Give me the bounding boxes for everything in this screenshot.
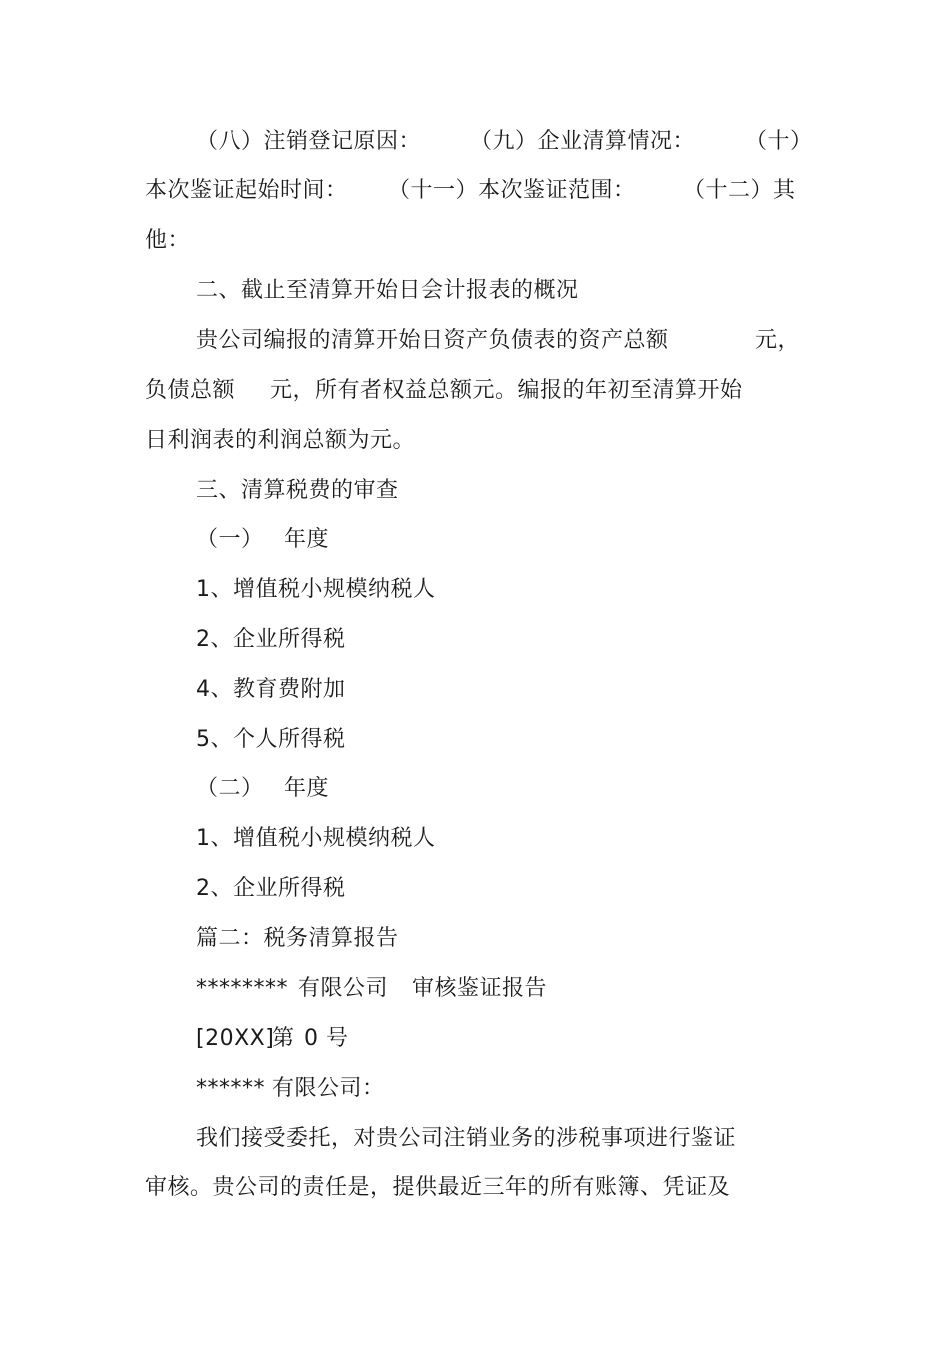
text-segment: 本次鉴证起始时间：	[145, 178, 348, 203]
text-segment: 2、企业所得税	[196, 876, 346, 901]
text-segment: 有限公司：	[272, 1076, 385, 1101]
text-segment: 三、清算税费的审查	[196, 478, 399, 503]
text-segment: 元，	[755, 328, 801, 353]
text-segment: 年度	[284, 776, 330, 801]
text-segment: 元，所有者权益总额元。编报的年初至清算开始	[270, 378, 743, 403]
text-segment: （十）	[745, 129, 813, 154]
text-segment: 日利润表的利润总额为元。	[145, 428, 416, 453]
text-segment: 我们接受委托，对贵公司注销业务的涉税事项进行鉴证	[196, 1126, 737, 1151]
text-segment: 他：	[145, 228, 191, 253]
text-segment: 审核鉴证报告	[412, 976, 548, 1001]
text-segment: 1、增值税小规模纳税人	[196, 577, 436, 602]
text-segment: 5、个人所得税	[196, 727, 346, 752]
text-segment: 4、教育费附加	[196, 677, 346, 702]
text-segment: 篇二：税务清算报告	[196, 926, 399, 951]
text-segment: 审核。贵公司的责任是，提供最近三年的所有账簿、凭证及	[145, 1175, 731, 1200]
text-segment: 负债总额	[145, 378, 236, 403]
text-segment: 第	[272, 1026, 295, 1051]
text-segment: ********	[196, 976, 288, 1001]
text-segment: 有限公司	[298, 976, 389, 1001]
text-segment: （十二）其	[683, 178, 796, 203]
text-segment: 二、截止至清算开始日会计报表的概况	[196, 278, 579, 303]
text-segment: （二）	[196, 776, 264, 801]
text-segment: （十一）本次鉴证范围：	[388, 178, 636, 203]
text-segment: 年度	[284, 527, 330, 552]
text-segment: （八）注销登记原因：	[196, 129, 422, 154]
text-segment: 贵公司编报的清算开始日资产负债表的资产总额	[196, 328, 669, 353]
text-segment: [20XX]	[196, 1026, 275, 1051]
text-segment: 号	[326, 1026, 349, 1051]
text-segment: 2、企业所得税	[196, 627, 346, 652]
text-segment: ******	[196, 1076, 265, 1101]
text-segment: （九）企业清算情况：	[470, 129, 696, 154]
text-segment: （一）	[196, 527, 264, 552]
text-segment: 0	[304, 1026, 319, 1051]
text-segment: 1、增值税小规模纳税人	[196, 826, 436, 851]
